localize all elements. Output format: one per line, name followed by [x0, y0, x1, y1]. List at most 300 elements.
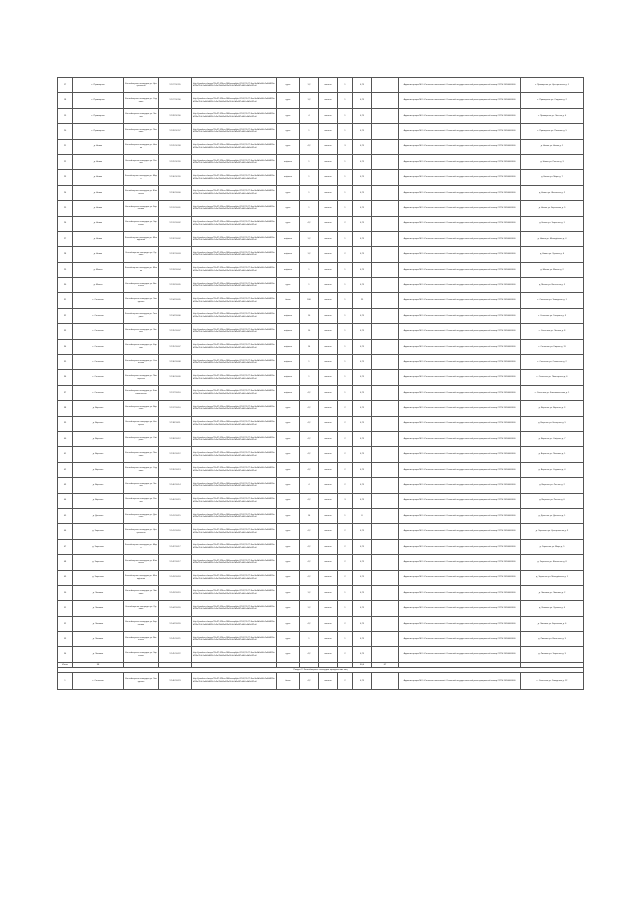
table-row — [58, 555, 584, 570]
map-link-cell[interactable]: http://yandex.ru/maps/?ll=37.62&z=16&l=map&pt=37.62,55.75 6ee3a4d0a96c2e4b8f39ad2f0e7b1c5a4b9d8f2e1c3a7b6d5e4f3a2b1c0d9e8f7a6b5c4d3e2f1a0 — [192, 124, 277, 139]
surface-cell: грунт — [277, 278, 300, 293]
cover-cell: металл — [319, 385, 338, 400]
container-volume-cell: 0,75 — [353, 524, 372, 539]
owner-cell: Администрация МО «Сельское поселение» Основной государственный регистрационный номер ОГРН 1050000000 — [399, 585, 521, 600]
map-link-cell[interactable]: http://yandex.ru/maps/?ll=37.62&z=16&l=map&pt=37.62,55.75 6ee3a4d0a96c2e4b8f39ad2f0e7b1c5a4b9d8f2e1c3a7b6d5e4f3a2b1c0d9e8f7a6b5c4d3e2f1a0 — [192, 539, 277, 554]
surface-cell: грунт — [277, 555, 300, 570]
cover-cell: металл — [319, 431, 338, 446]
surface-cell: грунт — [277, 539, 300, 554]
table-row — [58, 324, 584, 339]
map-link-cell[interactable]: http://yandex.ru/maps/?ll=37.62&z=16&l=map&pt=37.62,55.75 6ee3a4d0a96c2e4b8f39ad2f0e7b1c5a4b9d8f2e1c3a7b6d5e4f3a2b1c0d9e8f7a6b5c4d3e2f1a0 — [192, 154, 277, 169]
row-number: 49 — [58, 570, 73, 585]
coordinates-cell: 57.37 53.10 — [159, 385, 192, 400]
source-address-cell: д. Липовка ул. Заречная д. 3 — [521, 647, 584, 662]
owner-cell: Администрация МО «Сельское поселение» Основной государственный регистрационный номер ОГРН 1050000000 — [399, 216, 521, 231]
area-cell: 4,2 — [300, 570, 319, 585]
map-link-cell[interactable]: http://yandex.ru/maps/?ll=37.62&z=16&l=map&pt=37.62,55.75 6ee3a4d0a96c2e4b8f39ad2f0e7b1c5a4b9d8f2e1c3a7b6d5e4f3a2b1c0d9e8f7a6b5c4d3e2f1a0 — [192, 185, 277, 200]
row-number: 43 — [58, 478, 73, 493]
row-number: 26 — [58, 216, 73, 231]
locality-cell: с. Сельское — [73, 355, 124, 370]
cover-cell: металл — [319, 93, 338, 108]
locality-cell: д. Верхняя — [73, 416, 124, 431]
empty-cell — [372, 539, 399, 554]
container-volume-cell: 25 — [353, 293, 372, 308]
map-link-cell[interactable]: http://yandex.ru/maps/?ll=37.62&z=16&l=map&pt=37.62,55.75 6ee3a4d0a96c2e4b8f39ad2f0e7b1c5a4b9d8f2e1c3a7b6d5e4f3a2b1c0d9e8f7a6b5c4d3e2f1a0 — [192, 570, 277, 585]
container-count-cell: 2 — [338, 555, 353, 570]
map-link-cell[interactable]: http://yandex.ru/maps/?ll=37.62&z=16&l=map&pt=37.62,55.75 6ee3a4d0a96c2e4b8f39ad2f0e7b1c5a4b9d8f2e1c3a7b6d5e4f3a2b1c0d9e8f7a6b5c4d3e2f1a0 — [192, 431, 277, 446]
surface-cell: асфальт — [277, 308, 300, 323]
locality-cell: д. Новая — [73, 201, 124, 216]
source-address-cell: д. Заречная ул. Школьная д. 8 — [521, 555, 584, 570]
surface-cell: асфальт — [277, 370, 300, 385]
table-row — [58, 370, 584, 385]
map-link-cell[interactable]: http://yandex.ru/maps/?ll=37.62&z=16&l=map&pt=37.62,55.75 6ee3a4d0a96c2e4b8f39ad2f0e7b1c5a4b9d8f2e1c3a7b6d5e4f3a2b1c0d9e8f7a6b5c4d3e2f1a0 — [192, 401, 277, 416]
row-number: 24 — [58, 185, 73, 200]
container-volume-cell: 0,75 — [353, 139, 372, 154]
cover-cell: металл — [319, 416, 338, 431]
table-row — [58, 355, 584, 370]
cover-cell: металл — [319, 308, 338, 323]
row-number: 18 — [58, 93, 73, 108]
empty-cell — [372, 431, 399, 446]
container-volume-cell: 0,75 — [353, 170, 372, 185]
site-name-cell: Контейнерная площадка ул. Полевая — [124, 447, 159, 462]
owner-cell: Администрация МО «Сельское поселение» Основной государственный регистрационный номер ОГРН 1050000000 — [399, 478, 521, 493]
container-count-cell: 1 — [338, 601, 353, 616]
area-cell: 4,2 — [300, 139, 319, 154]
container-count-cell: 2 — [338, 216, 353, 231]
row-number: 30 — [58, 278, 73, 293]
row-number: 48 — [58, 555, 73, 570]
surface-cell: грунт — [277, 431, 300, 446]
container-volume-cell: 0,75 — [353, 262, 372, 277]
map-link-cell[interactable]: http://yandex.ru/maps/?ll=37.62&z=16&l=map&pt=37.62,55.75 6ee3a4d0a96c2e4b8f39ad2f0e7b1c5a4b9d8f2e1c3a7b6d5e4f3a2b1c0d9e8f7a6b5c4d3e2f1a0 — [192, 293, 277, 308]
empty-cell — [372, 293, 399, 308]
site-name-cell: Контейнерная площадка ул. Мира — [124, 170, 159, 185]
map-link-cell[interactable]: http://yandex.ru/maps/?ll=37.62&z=16&l=map&pt=37.62,55.75 6ee3a4d0a96c2e4b8f39ad2f0e7b1c5a4b9d8f2e1c3a7b6d5e4f3a2b1c0d9e8f7a6b5c4d3e2f1a0 — [192, 601, 277, 616]
row-number: 28 — [58, 247, 73, 262]
map-link-cell[interactable]: http://yandex.ru/maps/?ll=37.62&z=16&l=map&pt=37.62,55.75 6ee3a4d0a96c2e4b8f39ad2f0e7b1c5a4b9d8f2e1c3a7b6d5e4f3a2b1c0d9e8f7a6b5c4d3e2f1a0 — [192, 308, 277, 323]
map-link-cell[interactable]: http://yandex.ru/maps/?ll=37.62&z=16&l=map&pt=37.62,55.75 6ee3a4d0a96c2e4b8f39ad2f0e7b1c5a4b9d8f2e1c3a7b6d5e4f3a2b1c0d9e8f7a6b5c4d3e2f1a0 — [192, 201, 277, 216]
source-address-cell: д. Заречная ул. Центральная д. 3 — [521, 524, 584, 539]
container-count-cell: 2 — [338, 539, 353, 554]
area-cell: 10 — [300, 324, 319, 339]
row-number: 53 — [58, 632, 73, 647]
owner-cell: Администрация МО «Сельское поселение» Основной государственный регистрационный номер ОГРН 1050000000 — [399, 493, 521, 508]
surface-cell: бетон — [277, 672, 300, 689]
coordinates-cell: 57.33 53.05 — [159, 278, 192, 293]
coordinates-cell: 57.44 53.20 — [159, 601, 192, 616]
container-count-cell: 3 — [338, 139, 353, 154]
area-cell: 4,2 — [300, 401, 319, 416]
cover-cell: металл — [319, 585, 338, 600]
map-link-cell[interactable]: http://yandex.ru/maps/?ll=37.62&z=16&l=map&pt=37.62,55.75 6ee3a4d0a96c2e4b8f39ad2f0e7b1c5a4b9d8f2e1c3a7b6d5e4f3a2b1c0d9e8f7a6b5c4d3e2f1a0 — [192, 370, 277, 385]
owner-cell: Администрация МО «Сельское поселение» Основной государственный регистрационный номер ОГРН 1050000000 — [399, 370, 521, 385]
empty-cell — [372, 462, 399, 477]
site-name-cell: Контейнерная площадка ул. Молодёжная — [124, 570, 159, 585]
empty-cell — [372, 108, 399, 123]
table-row — [58, 231, 584, 246]
owner-cell: Администрация МО «Сельское поселение» Основной государственный регистрационный номер ОГРН 1050000000 — [399, 385, 521, 400]
row-number: 29 — [58, 262, 73, 277]
owner-cell: Администрация МО «Сельское поселение» Основной государственный регистрационный номер ОГРН 1050000000 — [399, 555, 521, 570]
map-link-cell[interactable]: http://yandex.ru/maps/?ll=37.62&z=16&l=map&pt=37.62,55.75 6ee3a4d0a96c2e4b8f39ad2f0e7b1c5a4b9d8f2e1c3a7b6d5e4f3a2b1c0d9e8f7a6b5c4d3e2f1a0 — [192, 616, 277, 631]
locality-cell: д. Новая — [73, 185, 124, 200]
map-link-cell[interactable]: http://yandex.ru/maps/?ll=37.62&z=16&l=map&pt=37.62,55.75 6ee3a4d0a96c2e4b8f39ad2f0e7b1c5a4b9d8f2e1c3a7b6d5e4f3a2b1c0d9e8f7a6b5c4d3e2f1a0 — [192, 555, 277, 570]
surface-cell: грунт — [277, 462, 300, 477]
row-number: 22 — [58, 154, 73, 169]
map-link-cell[interactable]: http://yandex.ru/maps/?ll=37.62&z=16&l=map&pt=37.62,55.75 6ee3a4d0a96c2e4b8f39ad2f0e7b1c5a4b9d8f2e1c3a7b6d5e4f3a2b1c0d9e8f7a6b5c4d3e2f1a0 — [192, 247, 277, 262]
table-row — [58, 570, 584, 585]
row-number: 36 — [58, 370, 73, 385]
coordinates-cell: 57.37 53.10 — [159, 401, 192, 416]
register-table — [57, 77, 584, 690]
source-address-cell: д. Липовка ул. Береговая д. 6 — [521, 616, 584, 631]
owner-cell: Администрация МО «Сельское поселение» Основной государственный регистрационный номер ОГРН 1050000000 — [399, 278, 521, 293]
map-link-cell[interactable]: http://yandex.ru/maps/?ll=37.62&z=16&l=map&pt=37.62,55.75 6ee3a4d0a96c2e4b8f39ad2f0e7b1c5a4b9d8f2e1c3a7b6d5e4f3a2b1c0d9e8f7a6b5c4d3e2f1a0 — [192, 339, 277, 354]
site-name-cell: Контейнерная площадка ул. Нагорная — [124, 416, 159, 431]
table-row — [58, 672, 584, 689]
locality-cell: д. Заречная — [73, 524, 124, 539]
table-row — [58, 447, 584, 462]
table-row — [58, 293, 584, 308]
map-link-cell[interactable]: http://yandex.ru/maps/?ll=37.62&z=16&l=map&pt=37.62,55.75 6ee3a4d0a96c2e4b8f39ad2f0e7b1c5a4b9d8f2e1c3a7b6d5e4f3a2b1c0d9e8f7a6b5c4d3e2f1a0 — [192, 355, 277, 370]
cover-cell: металл — [319, 632, 338, 647]
table-row — [58, 339, 584, 354]
container-volume-cell: 0,75 — [353, 78, 372, 93]
map-link-cell[interactable]: http://yandex.ru/maps/?ll=37.62&z=16&l=map&pt=37.62,55.75 6ee3a4d0a96c2e4b8f39ad2f0e7b1c5a4b9d8f2e1c3a7b6d5e4f3a2b1c0d9e8f7a6b5c4d3e2f1a0 — [192, 585, 277, 600]
container-volume-cell: 0,75 — [353, 278, 372, 293]
table-row — [58, 124, 584, 139]
container-volume-cell: 0,75 — [353, 216, 372, 231]
locality-cell: с. Сельское — [73, 324, 124, 339]
table-row — [58, 524, 584, 539]
map-link-cell[interactable]: http://yandex.ru/maps/?ll=37.62&z=16&l=map&pt=37.62,55.75 6ee3a4d0a96c2e4b8f39ad2f0e7b1c5a4b9d8f2e1c3a7b6d5e4f3a2b1c0d9e8f7a6b5c4d3e2f1a0 — [192, 216, 277, 231]
cover-cell: металл — [319, 508, 338, 523]
owner-cell: Администрация МО «Сельское поселение» Основной государственный регистрационный номер ОГРН 1050000000 — [399, 124, 521, 139]
row-number: 46 — [58, 524, 73, 539]
coordinates-cell: 57.29 52.99 — [159, 154, 192, 169]
area-cell: 1 — [300, 370, 319, 385]
owner-cell: Администрация МО «Сельское поселение» Основной государственный регистрационный номер ОГРН 1050000000 — [399, 632, 521, 647]
cover-cell: металл — [319, 139, 338, 154]
cover-cell: металл — [319, 170, 338, 185]
empty-cell — [372, 124, 399, 139]
area-cell: 4,2 — [300, 431, 319, 446]
map-link-cell[interactable]: http://yandex.ru/maps/?ll=37.62&z=16&l=map&pt=37.62,55.75 6ee3a4d0a96c2e4b8f39ad2f0e7b1c5a4b9d8f2e1c3a7b6d5e4f3a2b1c0d9e8f7a6b5c4d3e2f1a0 — [192, 447, 277, 462]
row-number: 44 — [58, 493, 73, 508]
site-name-cell: Контейнерная площадка ул. Ленина — [124, 324, 159, 339]
owner-cell: Администрация МО «Сельское поселение» Основной государственный регистрационный номер ОГРН 1050000000 — [399, 570, 521, 585]
map-link-cell[interactable]: http://yandex.ru/maps/?ll=37.62&z=16&l=map&pt=37.62,55.75 6ee3a4d0a96c2e4b8f39ad2f0e7b1c5a4b9d8f2e1c3a7b6d5e4f3a2b1c0d9e8f7a6b5c4d3e2f1a0 — [192, 462, 277, 477]
surface-cell: асфальт — [277, 355, 300, 370]
site-name-cell: Контейнерная площадка ул. Пионерская — [124, 370, 159, 385]
area-cell: 14 — [300, 339, 319, 354]
locality-cell: д. Липовка — [73, 632, 124, 647]
area-cell: 4,2 — [300, 672, 319, 689]
map-link-cell[interactable]: http://yandex.ru/maps/?ll=37.62&z=16&l=map&pt=37.62,55.75 6ee3a4d0a96c2e4b8f39ad2f0e7b1c5a4b9d8f2e1c3a7b6d5e4f3a2b1c0d9e8f7a6b5c4d3e2f1a0 — [192, 672, 277, 689]
site-name-cell: Контейнерная площадка ул. Мира — [124, 539, 159, 554]
surface-cell: асфальт — [277, 231, 300, 246]
empty-cell — [372, 647, 399, 662]
container-volume-cell: 0,75 — [353, 601, 372, 616]
area-cell: 4,2 — [300, 647, 319, 662]
source-address-cell: с. Сельское ул. Ленина д. 8 — [521, 324, 584, 339]
container-count-cell: 2 — [338, 447, 353, 462]
map-link-cell[interactable]: http://yandex.ru/maps/?ll=37.62&z=16&l=map&pt=37.62,55.75 6ee3a4d0a96c2e4b8f39ad2f0e7b1c5a4b9d8f2e1c3a7b6d5e4f3a2b1c0d9e8f7a6b5c4d3e2f1a0 — [192, 262, 277, 277]
source-address-cell: д. Верхняя ул. Полевая д. 1 — [521, 447, 584, 462]
container-count-cell: 1 — [338, 78, 353, 93]
locality-cell: д. Липовка — [73, 585, 124, 600]
coordinates-cell: 57.28 52.96 — [159, 108, 192, 123]
surface-cell: бетон — [277, 293, 300, 308]
site-name-cell: Контейнерная площадка ул. Гагарина — [124, 308, 159, 323]
map-link-cell[interactable]: http://yandex.ru/maps/?ll=37.62&z=16&l=map&pt=37.62,55.75 6ee3a4d0a96c2e4b8f39ad2f0e7b1c5a4b9d8f2e1c3a7b6d5e4f3a2b1c0d9e8f7a6b5c4d3e2f1a0 — [192, 632, 277, 647]
surface-cell: грунт — [277, 201, 300, 216]
area-cell: 4,2 — [300, 493, 319, 508]
cover-cell: металл — [319, 493, 338, 508]
surface-cell: грунт — [277, 401, 300, 416]
container-volume-cell: 0,75 — [353, 247, 372, 262]
source-address-cell: д. Липовка ул. Липовая д. 2 — [521, 585, 584, 600]
coordinates-cell: 57.45 53.21 — [159, 632, 192, 647]
map-link-cell[interactable]: http://yandex.ru/maps/?ll=37.62&z=16&l=map&pt=37.62,55.75 6ee3a4d0a96c2e4b8f39ad2f0e7b1c5a4b9d8f2e1c3a7b6d5e4f3a2b1c0d9e8f7a6b5c4d3e2f1a0 — [192, 93, 277, 108]
cover-cell: металл — [319, 462, 338, 477]
area-cell: 4,2 — [300, 416, 319, 431]
owner-cell: Администрация МО «Сельское поселение» Основной государственный регистрационный номер ОГРН 1050000000 — [399, 539, 521, 554]
owner-cell: Администрация МО «Сельское поселение» Основной государственный регистрационный номер ОГРН 1050000000 — [399, 616, 521, 631]
cover-cell: металл — [319, 616, 338, 631]
map-link-cell[interactable]: http://yandex.ru/maps/?ll=37.62&z=16&l=map&pt=37.62,55.75 6ee3a4d0a96c2e4b8f39ad2f0e7b1c5a4b9d8f2e1c3a7b6d5e4f3a2b1c0d9e8f7a6b5c4d3e2f1a0 — [192, 170, 277, 185]
table-row — [58, 262, 584, 277]
coordinates-cell: 57.43 53.18 — [159, 570, 192, 585]
empty-cell — [372, 585, 399, 600]
cover-cell: металл — [319, 370, 338, 385]
container-volume-cell: 0,75 — [353, 539, 372, 554]
map-link-cell[interactable]: http://yandex.ru/maps/?ll=37.62&z=16&l=map&pt=37.62,55.75 6ee3a4d0a96c2e4b8f39ad2f0e7b1c5a4b9d8f2e1c3a7b6d5e4f3a2b1c0d9e8f7a6b5c4d3e2f1a0 — [192, 231, 277, 246]
site-name-cell: Контейнерная площадка ул. Лесная — [124, 478, 159, 493]
container-count-cell: 2 — [338, 647, 353, 662]
row-number: 37 — [58, 385, 73, 400]
surface-cell: грунт — [277, 93, 300, 108]
coordinates-cell: 57.41 53.16 — [159, 524, 192, 539]
site-name-cell: Контейнерная площадка ул. Дальняя — [124, 508, 159, 523]
area-cell: 180 — [300, 293, 319, 308]
empty-cell — [372, 672, 399, 689]
cover-cell: металл — [319, 672, 338, 689]
row-number: 35 — [58, 355, 73, 370]
container-count-cell: 1 — [338, 201, 353, 216]
empty-cell — [372, 493, 399, 508]
owner-cell: Администрация МО «Сельское поселение» Основной государственный регистрационный номер ОГРН 1050000000 — [399, 201, 521, 216]
map-link-cell[interactable]: http://yandex.ru/maps/?ll=37.62&z=16&l=map&pt=37.62,55.75 6ee3a4d0a96c2e4b8f39ad2f0e7b1c5a4b9d8f2e1c3a7b6d5e4f3a2b1c0d9e8f7a6b5c4d3e2f1a0 — [192, 416, 277, 431]
coordinates-cell: 57.35 53.07 — [159, 324, 192, 339]
table-row — [58, 201, 584, 216]
map-link-cell[interactable]: http://yandex.ru/maps/?ll=37.62&z=16&l=map&pt=37.62,55.75 6ee3a4d0a96c2e4b8f39ad2f0e7b1c5a4b9d8f2e1c3a7b6d5e4f3a2b1c0d9e8f7a6b5c4d3e2f1a0 — [192, 278, 277, 293]
table-row — [58, 493, 584, 508]
container-count-cell: 2 — [338, 401, 353, 416]
owner-cell: Администрация МО «Сельское поселение» Основной государственный регистрационный номер ОГРН 1050000000 — [399, 170, 521, 185]
coordinates-cell: 57.39 53.13 — [159, 462, 192, 477]
owner-cell: Администрация МО «Сельское поселение» Основной государственный регистрационный номер ОГРН 1050000000 — [399, 431, 521, 446]
surface-cell: грунт — [277, 185, 300, 200]
surface-cell: грунт — [277, 570, 300, 585]
coordinates-cell: 57.34 53.06 — [159, 308, 192, 323]
row-number: 50 — [58, 585, 73, 600]
map-link-cell[interactable]: http://yandex.ru/maps/?ll=37.62&z=16&l=map&pt=37.62,55.75 6ee3a4d0a96c2e4b8f39ad2f0e7b1c5a4b9d8f2e1c3a7b6d5e4f3a2b1c0d9e8f7a6b5c4d3e2f1a0 — [192, 78, 277, 93]
source-address-cell: д. Новая ул. Речная д. 3 — [521, 154, 584, 169]
locality-cell: с. Примерное — [73, 93, 124, 108]
source-address-cell: с. Сельское ул. Заводская д. 12 — [521, 672, 584, 689]
locality-cell: д. Новая — [73, 247, 124, 262]
map-link-cell[interactable]: http://yandex.ru/maps/?ll=37.62&z=16&l=map&pt=37.62,55.75 6ee3a4d0a96c2e4b8f39ad2f0e7b1c5a4b9d8f2e1c3a7b6d5e4f3a2b1c0d9e8f7a6b5c4d3e2f1a0 — [192, 508, 277, 523]
container-volume-cell: 0,75 — [353, 585, 372, 600]
empty-cell — [372, 616, 399, 631]
source-address-cell: д. Верхняя ул. Верхняя д. 3 — [521, 401, 584, 416]
row-number: 17 — [58, 78, 73, 93]
source-address-cell: с. Сельское ул. Комсомольская д. 1 — [521, 385, 584, 400]
map-link-cell[interactable]: http://yandex.ru/maps/?ll=37.62&z=16&l=map&pt=37.62,55.75 6ee3a4d0a96c2e4b8f39ad2f0e7b1c5a4b9d8f2e1c3a7b6d5e4f3a2b1c0d9e8f7a6b5c4d3e2f1a0 — [192, 647, 277, 662]
container-count-cell: 1 — [338, 508, 353, 523]
row-number: 32 — [58, 308, 73, 323]
empty-cell — [372, 201, 399, 216]
owner-cell: Администрация МО «Сельское поселение» Основной государственный регистрационный номер ОГРН 1050000000 — [399, 401, 521, 416]
source-address-cell: д. Дальняя ул. Дальняя д. 1 — [521, 508, 584, 523]
map-link-cell[interactable]: http://yandex.ru/maps/?ll=37.62&z=16&l=map&pt=37.62,55.75 6ee3a4d0a96c2e4b8f39ad2f0e7b1c5a4b9d8f2e1c3a7b6d5e4f3a2b1c0d9e8f7a6b5c4d3e2f1a0 — [192, 324, 277, 339]
area-cell: 1 — [300, 154, 319, 169]
row-number: 19 — [58, 108, 73, 123]
coordinates-cell: 57.40 53.15 — [159, 493, 192, 508]
table-row — [58, 139, 584, 154]
map-link-cell[interactable]: http://yandex.ru/maps/?ll=37.62&z=16&l=map&pt=37.62,55.75 6ee3a4d0a96c2e4b8f39ad2f0e7b1c5a4b9d8f2e1c3a7b6d5e4f3a2b1c0d9e8f7a6b5c4d3e2f1a0 — [192, 524, 277, 539]
container-count-cell: 2 — [338, 431, 353, 446]
row-number: 34 — [58, 339, 73, 354]
table-row — [58, 632, 584, 647]
container-volume-cell: 0,75 — [353, 108, 372, 123]
coordinates-cell: 57.29 52.98 — [159, 139, 192, 154]
source-address-cell: с. Сельское ул. Пионерская д. 6 — [521, 370, 584, 385]
coordinates-cell: 57.28 52.97 — [159, 124, 192, 139]
source-address-cell: д. Заречная ул. Молодёжная д. 1 — [521, 570, 584, 585]
table-row — [58, 416, 584, 431]
area-cell: 1,2 — [300, 585, 319, 600]
source-address-cell: с. Примерное ул. Полевая д. 5 — [521, 124, 584, 139]
container-count-cell: 1 — [338, 93, 353, 108]
empty-cell — [372, 216, 399, 231]
surface-cell: асфальт — [277, 385, 300, 400]
map-link-cell[interactable]: http://yandex.ru/maps/?ll=37.62&z=16&l=map&pt=37.62,55.75 6ee3a4d0a96c2e4b8f39ad2f0e7b1c5a4b9d8f2e1c3a7b6d5e4f3a2b1c0d9e8f7a6b5c4d3e2f1a0 — [192, 108, 277, 123]
cover-cell: металл — [319, 447, 338, 462]
source-address-cell: д. Новая ул. Мира д. 7 — [521, 170, 584, 185]
owner-cell: Администрация МО «Сельское поселение» Основной государственный регистрационный номер ОГРН 1050000000 — [399, 647, 521, 662]
container-volume-cell: 0,75 — [353, 355, 372, 370]
container-count-cell: 1 — [338, 154, 353, 169]
owner-cell: Администрация МО «Сельское поселение» Основной государственный регистрационный номер ОГРН 1050000000 — [399, 416, 521, 431]
container-volume-cell: 0,75 — [353, 555, 372, 570]
locality-cell: с. Сельское — [73, 672, 124, 689]
area-cell: 1 — [300, 185, 319, 200]
owner-cell: Администрация МО «Сельское поселение» Основной государственный регистрационный номер ОГРН 1050000000 — [399, 524, 521, 539]
locality-cell: д. Новая — [73, 139, 124, 154]
empty-cell — [372, 401, 399, 416]
locality-cell: д. Липовка — [73, 647, 124, 662]
container-count-cell: 2 — [338, 570, 353, 585]
coordinates-cell: 57.32 53.03 — [159, 247, 192, 262]
container-volume-cell: 0,75 — [353, 672, 372, 689]
empty-cell — [372, 570, 399, 585]
locality-cell: д. Новая — [73, 154, 124, 169]
cover-cell: металл — [319, 154, 338, 169]
owner-cell: Администрация МО «Сельское поселение» Основной государственный регистрационный номер ОГРН 1050000000 — [399, 262, 521, 277]
area-cell: 1 — [300, 632, 319, 647]
container-volume-cell: 0,75 — [353, 447, 372, 462]
area-cell: 1,2 — [300, 247, 319, 262]
row-number: 39 — [58, 416, 73, 431]
cover-cell: металл — [319, 324, 338, 339]
coordinates-cell: 57.40 53.14 — [159, 478, 192, 493]
table-row — [58, 616, 584, 631]
map-link-cell[interactable]: http://yandex.ru/maps/?ll=37.62&z=16&l=map&pt=37.62,55.75 6ee3a4d0a96c2e4b8f39ad2f0e7b1c5a4b9d8f2e1c3a7b6d5e4f3a2b1c0d9e8f7a6b5c4d3e2f1a0 — [192, 493, 277, 508]
map-link-cell[interactable]: http://yandex.ru/maps/?ll=37.62&z=16&l=map&pt=37.62,55.75 6ee3a4d0a96c2e4b8f39ad2f0e7b1c5a4b9d8f2e1c3a7b6d5e4f3a2b1c0d9e8f7a6b5c4d3e2f1a0 — [192, 478, 277, 493]
container-count-cell: 1 — [338, 585, 353, 600]
site-name-cell: Контейнерная площадка ул. Школьная — [124, 555, 159, 570]
empty-cell — [372, 324, 399, 339]
surface-cell: грунт — [277, 108, 300, 123]
container-volume-cell: 0,75 — [353, 385, 372, 400]
area-cell: 4 — [300, 478, 319, 493]
area-cell: 1 — [300, 201, 319, 216]
area-cell: 4,2 — [300, 462, 319, 477]
site-name-cell: Контейнерная площадка ул. Молодёжная — [124, 231, 159, 246]
row-number: 31 — [58, 293, 73, 308]
empty-cell — [372, 524, 399, 539]
total-sum: 67 — [372, 662, 399, 667]
table-row — [58, 601, 584, 616]
coordinates-cell: 57.38 53.12 — [159, 431, 192, 446]
locality-cell: д. Верхняя — [73, 447, 124, 462]
cover-cell: металл — [319, 278, 338, 293]
empty-cell — [372, 370, 399, 385]
map-link-cell[interactable]: http://yandex.ru/maps/?ll=37.62&z=16&l=map&pt=37.62,55.75 6ee3a4d0a96c2e4b8f39ad2f0e7b1c5a4b9d8f2e1c3a7b6d5e4f3a2b1c0d9e8f7a6b5c4d3e2f1a0 — [192, 385, 277, 400]
empty-cell — [372, 355, 399, 370]
site-name-cell: Контейнерная площадка ул. Центральная — [124, 78, 159, 93]
owner-cell: Администрация МО «Сельское поселение» Основной государственный регистрационный номер ОГРН 1050000000 — [399, 139, 521, 154]
cover-cell: металл — [319, 124, 338, 139]
surface-cell: грунт — [277, 585, 300, 600]
area-cell: 1 — [300, 262, 319, 277]
row-number: 45 — [58, 508, 73, 523]
source-address-cell: д. Верхняя ул. Лесная д. 2 — [521, 478, 584, 493]
locality-cell: с. Сельское — [73, 385, 124, 400]
map-link-cell[interactable]: http://yandex.ru/maps/?ll=37.62&z=16&l=map&pt=37.62,55.75 6ee3a4d0a96c2e4b8f39ad2f0e7b1c5a4b9d8f2e1c3a7b6d5e4f3a2b1c0d9e8f7a6b5c4d3e2f1a0 — [192, 139, 277, 154]
container-count-cell: 2 — [338, 462, 353, 477]
row-number: 42 — [58, 462, 73, 477]
section-title: Раздел 2. Контейнерные площадки юридических лиц — [58, 667, 584, 672]
coordinates-cell: 57.44 53.20 — [159, 616, 192, 631]
area-cell: 1 — [300, 355, 319, 370]
empty-cell — [372, 154, 399, 169]
container-count-cell: 1 — [338, 308, 353, 323]
container-volume-cell: 0,75 — [353, 154, 372, 169]
surface-cell: грунт — [277, 416, 300, 431]
cover-cell: металл — [319, 231, 338, 246]
source-address-cell: с. Примерное ул. Центральная д. 1 — [521, 78, 584, 93]
locality-cell: д. Малая — [73, 278, 124, 293]
site-name-cell: Контейнерная площадка ул. Береговая — [124, 616, 159, 631]
cover-cell: металл — [319, 478, 338, 493]
coordinates-cell: 57.39 53.12 — [159, 447, 192, 462]
locality-cell: д. Новая — [73, 231, 124, 246]
